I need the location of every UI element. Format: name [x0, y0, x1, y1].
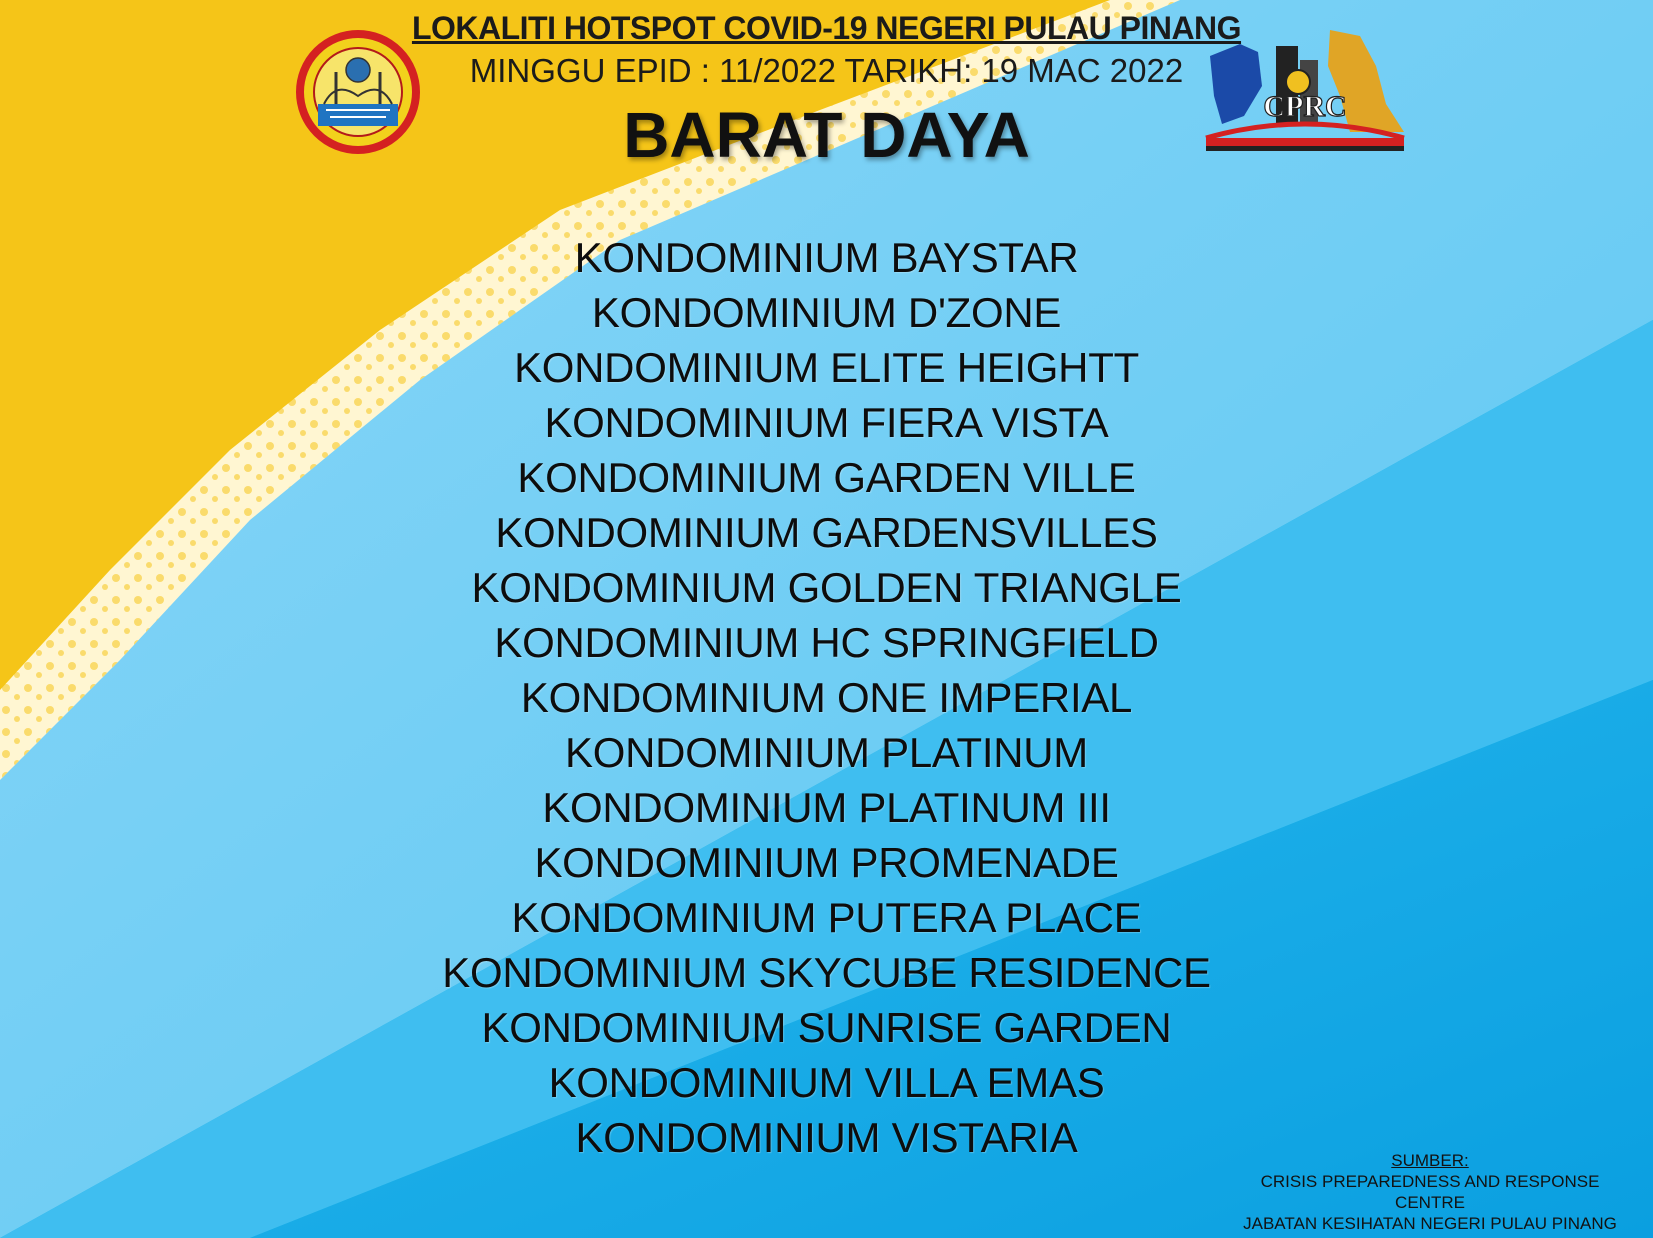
list-item: KONDOMINIUM VISTARIA — [575, 1114, 1078, 1161]
list-item: KONDOMINIUM SKYCUBE RESIDENCE — [442, 949, 1211, 996]
source-label: SUMBER: — [1391, 1151, 1469, 1170]
source-line: CRISIS PREPAREDNESS AND RESPONSE — [1260, 1172, 1600, 1191]
source-line: CENTRE — [1395, 1193, 1465, 1212]
list-item: KONDOMINIUM ELITE HEIGHTT — [514, 344, 1139, 391]
source-credit — [1220, 1150, 1640, 1234]
cprc-logo-text: CPRC — [1263, 90, 1347, 123]
list-item: KONDOMINIUM PROMENADE — [534, 839, 1119, 886]
list-item: KONDOMINIUM GARDENSVILLES — [495, 509, 1158, 556]
district-name: BARAT DAYA — [623, 99, 1030, 171]
list-item: KONDOMINIUM BAYSTAR — [574, 234, 1079, 281]
epid-week-date: MINGGU EPID : 11/2022 TARIKH: 19 MAC 2022 — [469, 52, 1184, 89]
locality-list — [0, 230, 1653, 1165]
source-line: JABATAN KESIHATAN NEGERI PULAU PINANG — [1243, 1214, 1617, 1233]
list-item: KONDOMINIUM PLATINUM III — [542, 784, 1111, 831]
list-item: KONDOMINIUM D'ZONE — [591, 289, 1062, 336]
list-item: KONDOMINIUM GOLDEN TRIANGLE — [471, 564, 1182, 611]
list-item: KONDOMINIUM GARDEN VILLE — [517, 454, 1136, 501]
list-item: KONDOMINIUM ONE IMPERIAL — [520, 674, 1133, 721]
list-item: KONDOMINIUM SUNRISE GARDEN — [481, 1004, 1172, 1051]
page-title: LOKALITI HOTSPOT COVID-19 NEGERI PULAU PINANG — [411, 10, 1242, 46]
list-item: KONDOMINIUM PLATINUM — [565, 729, 1088, 776]
list-item: KONDOMINIUM VILLA EMAS — [548, 1059, 1105, 1106]
list-item: KONDOMINIUM FIERA VISTA — [544, 399, 1109, 446]
list-item: KONDOMINIUM PUTERA PLACE — [511, 894, 1142, 941]
list-item: KONDOMINIUM HC SPRINGFIELD — [494, 619, 1159, 666]
